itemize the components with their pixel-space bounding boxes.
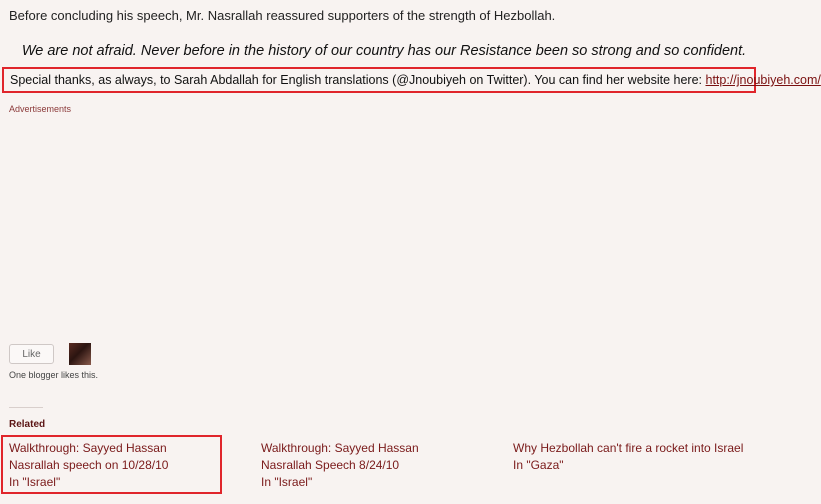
thanks-text: Special thanks, as always, to Sarah Abdallah for English translations (@Jnoubiyeh on Twitter). You can find her website here: [10,73,706,87]
related-item-title[interactable]: Walkthrough: Sayyed Hassan Nasrallah speech on 10/28/10 [9,441,169,472]
post-paragraph-intro: Before concluding his speech, Mr. Nasrallah reassured supporters of the strength of Hezbollah. [9,8,556,23]
like-button[interactable]: Like [9,344,54,364]
related-item-title[interactable]: Why Hezbollah can't fire a rocket into Israel [513,441,744,455]
related-item-category: In "Israel" [261,475,313,489]
related-divider [9,407,43,408]
related-item[interactable] [513,440,753,474]
blogger-avatar[interactable] [69,343,91,365]
related-item-category: In "Gaza" [513,458,564,472]
post-quote: We are not afraid. Never before in the history of our country has our Resistance been so strong and so confident. [21,43,747,59]
website-link[interactable]: http://jnoubiyeh.com/ [705,73,821,87]
post-paragraph-thanks [10,73,821,87]
advertisements-label: Advertisements [9,104,72,114]
related-item[interactable] [261,440,461,491]
related-heading: Related [9,419,46,430]
related-item[interactable] [9,440,219,491]
related-item-title[interactable]: Walkthrough: Sayyed Hassan Nasrallah Speech 8/24/10 [261,441,419,472]
related-item-category: In "Israel" [9,475,61,489]
likes-summary: One blogger likes this. [9,370,99,380]
